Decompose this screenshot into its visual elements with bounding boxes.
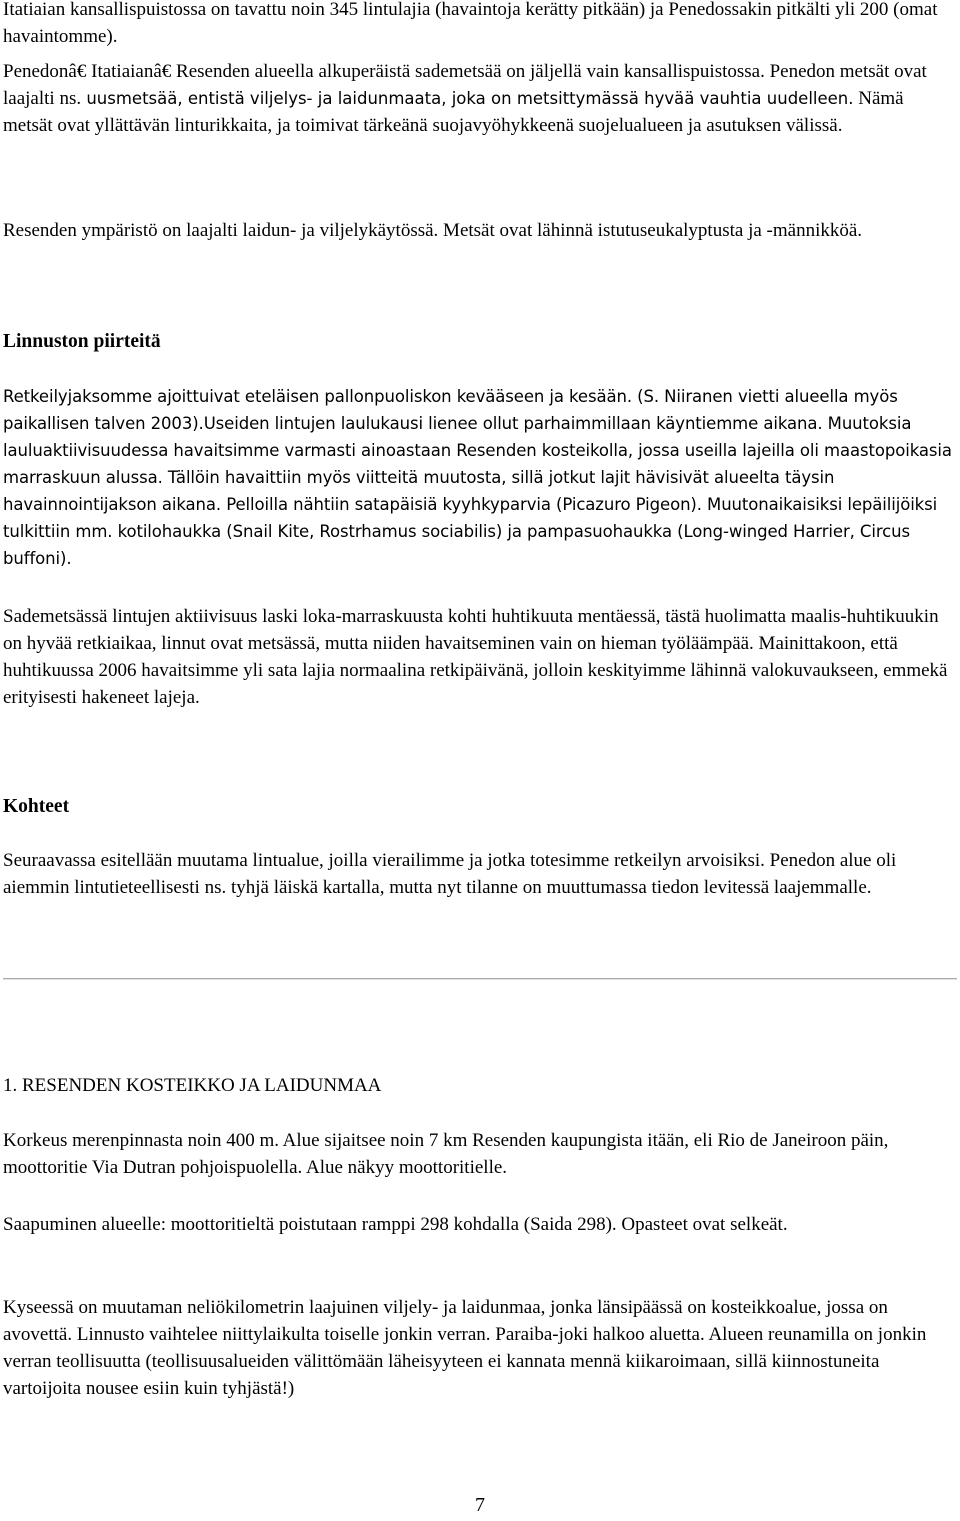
forest-paragraph	[3, 58, 953, 139]
resende-paragraph: Resenden ympäristö on laajalti laidun- ja viljelykäytössä. Metsät ovat lähinnä istutuseukalyptusta ja -männikköä.	[3, 220, 863, 241]
forest-text-sans-1: uusmetsää, entistä viljelys- ja laidunmaata, joka on metsittymässä hyvää vauhtia uudelleen.	[81, 89, 854, 108]
sites-intro-paragraph: Seuraavassa esitellään muutama lintualue, joilla vierailimme ja jotka totesimme retkeilyn arvoisiksi. Penedon alue oli aiemmin lintutieteellisesti ns. tyhjä läiskä kartalla, mutta nyt tilanne on muuttumassa tiedon levitessä laajemmalle.	[3, 850, 897, 898]
area-description-paragraph: Kyseessä on muutaman neliökilometrin laajuinen viljely- ja laidunmaa, jonka länsipäässä on kosteikkoalue, jossa on avovettä. Linnusto vaihtelee niittylaikulta toiselle jonkin verran. Paraiba-joki halkoo aluetta. Alueen reunamilla on jonkin verran teollisuutta (teollisuusalueiden välittömään läheisyyteen ei kannata mennä kiikaroimaan, sillä kiinnostuneita vartoijoita nousee esiin kuin tyhjästä!)	[3, 1297, 927, 1399]
section-heading-features: Linnuston piirteitä	[3, 331, 161, 352]
site-1-title: 1. RESENDEN KOSTEIKKO JA LAIDUNMAA	[3, 1075, 382, 1096]
birdlife-paragraph: Retkeilyjaksomme ajoittuivat eteläisen pallonpuoliskon kevääseen ja kesään. (S. Niiranen vietti alueella myös paikallisen talven 2003).Useiden lintujen laulukausi lienee ollut parhaimmillaan käyntiemme aikana. Muutoksia lauluaktiivisuudessa havaitsimme varmasti ainoastaan Resenden kosteikolla, jossa useilla lajeilla oli maastopoikasia marraskuun alussa. Tällöin havaittiin myös viitteitä muutosta, sillä jotkut lajit hävisivät alueelta täysin havainnointijakson aikana. Pelloilla nähtiin satapäisiä kyyhkyparvia (Picazuro Pigeon). Muutonaikaisiksi lepäilijöiksi tulkittiin mm. kotilohaukka (Snail Kite, Rostrhamus sociabilis) ja pampasuohaukka (Long-winged Harrier, Circus buffoni).	[3, 387, 952, 568]
intro-paragraph: Itatiaian kansallispuistossa on tavattu noin 345 lintulajia (havaintoja kerätty pitkään) ja Penedossakin pitkälti yli 200 (omat havaintomme).	[3, 0, 938, 47]
forest-text-serif: Penedonâ€ Itatiaianâ€ Resenden alueella alkuperäistä sademetsää on jäljellä vain kansallispuistossa. Penedon metsät ovat laajalti ns.	[3, 61, 927, 109]
forest-text-serif-2: Nämä metsät ovat yllättävän linturikkaita, ja toimivat tärkeänä suojavyöhykkeenä suojelualueen ja asutuksen välissä.	[3, 88, 904, 136]
rainforest-paragraph: Sademetsässä lintujen aktiivisuus laski loka-marraskuusta kohti huhtikuuta mentäessä, tästä huolimatta maalis-huhtikuukin on hyvää retkiaikaa, linnut ovat metsässä, mutta niiden havaitseminen vain on hieman työläämpää. Mainittakoon, että huhtikuussa 2006 havaitsimme yli sata lajia normaalina retkipäivänä, jolloin keskityimme lähinnä valokuvaukseen, emmekä erityisesti hakeneet lajeja.	[3, 606, 948, 708]
altitude-paragraph: Korkeus merenpinnasta noin 400 m. Alue sijaitsee noin 7 km Resenden kaupungista itään, eli Rio de Janeiroon päin, moottoritie Via Dutran pohjoispuolella. Alue näkyy moottoritielle.	[3, 1130, 889, 1178]
arrival-paragraph: Saapuminen alueelle: moottoritieltä poistutaan ramppi 298 kohdalla (Saida 298). Opasteet ovat selkeät.	[3, 1214, 788, 1235]
page-number: 7	[475, 1494, 485, 1516]
section-heading-sites: Kohteet	[3, 796, 70, 817]
horizontal-divider	[3, 978, 957, 980]
